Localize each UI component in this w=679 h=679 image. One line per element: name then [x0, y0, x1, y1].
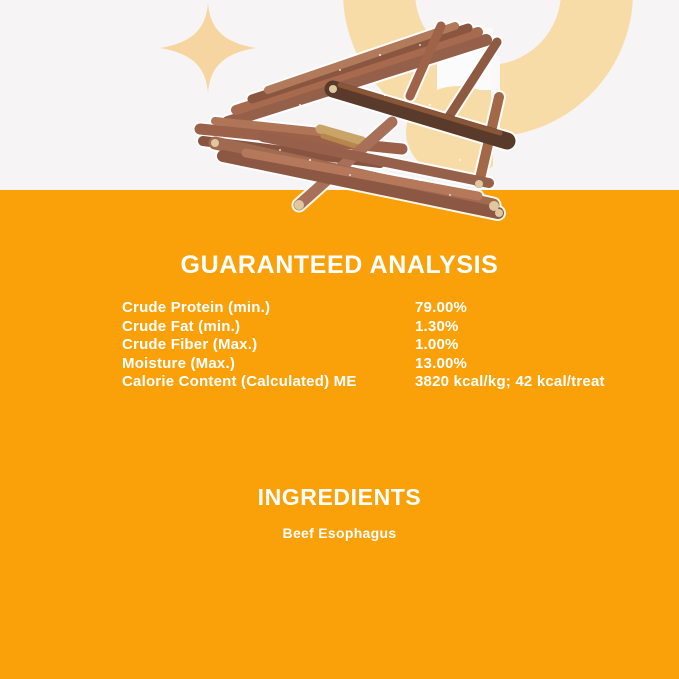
guaranteed-analysis-title: GUARANTEED ANALYSIS [180, 251, 499, 279]
analysis-row-label: Calorie Content (Calculated) ME [122, 373, 357, 391]
analysis-row-label: Crude Fiber (Max.) [122, 336, 258, 354]
ingredients-title: INGREDIENTS [257, 484, 422, 510]
analysis-row-value: 1.00% [415, 336, 459, 354]
ingredient-item: Beef Esophagus [282, 525, 397, 541]
analysis-row-value: 79.00% [415, 299, 468, 316]
guaranteed-analysis-table [122, 299, 662, 392]
analysis-row [122, 373, 662, 392]
analysis-row-value: 13.00% [415, 354, 468, 372]
analysis-row-label: Moisture (Max.) [122, 354, 236, 372]
analysis-row-value: 3820 kcal/kg; 42 kcal/treat [415, 373, 605, 391]
analysis-row-value: 1.30% [415, 317, 459, 335]
analysis-row-label: Crude Protein (min.) [122, 299, 271, 316]
analysis-row [122, 318, 662, 337]
ingredients-list [0, 525, 679, 541]
analysis-row [122, 336, 662, 355]
analysis-row [122, 299, 662, 318]
analysis-row-label: Crude Fat (min.) [122, 317, 241, 335]
analysis-row [122, 355, 662, 374]
